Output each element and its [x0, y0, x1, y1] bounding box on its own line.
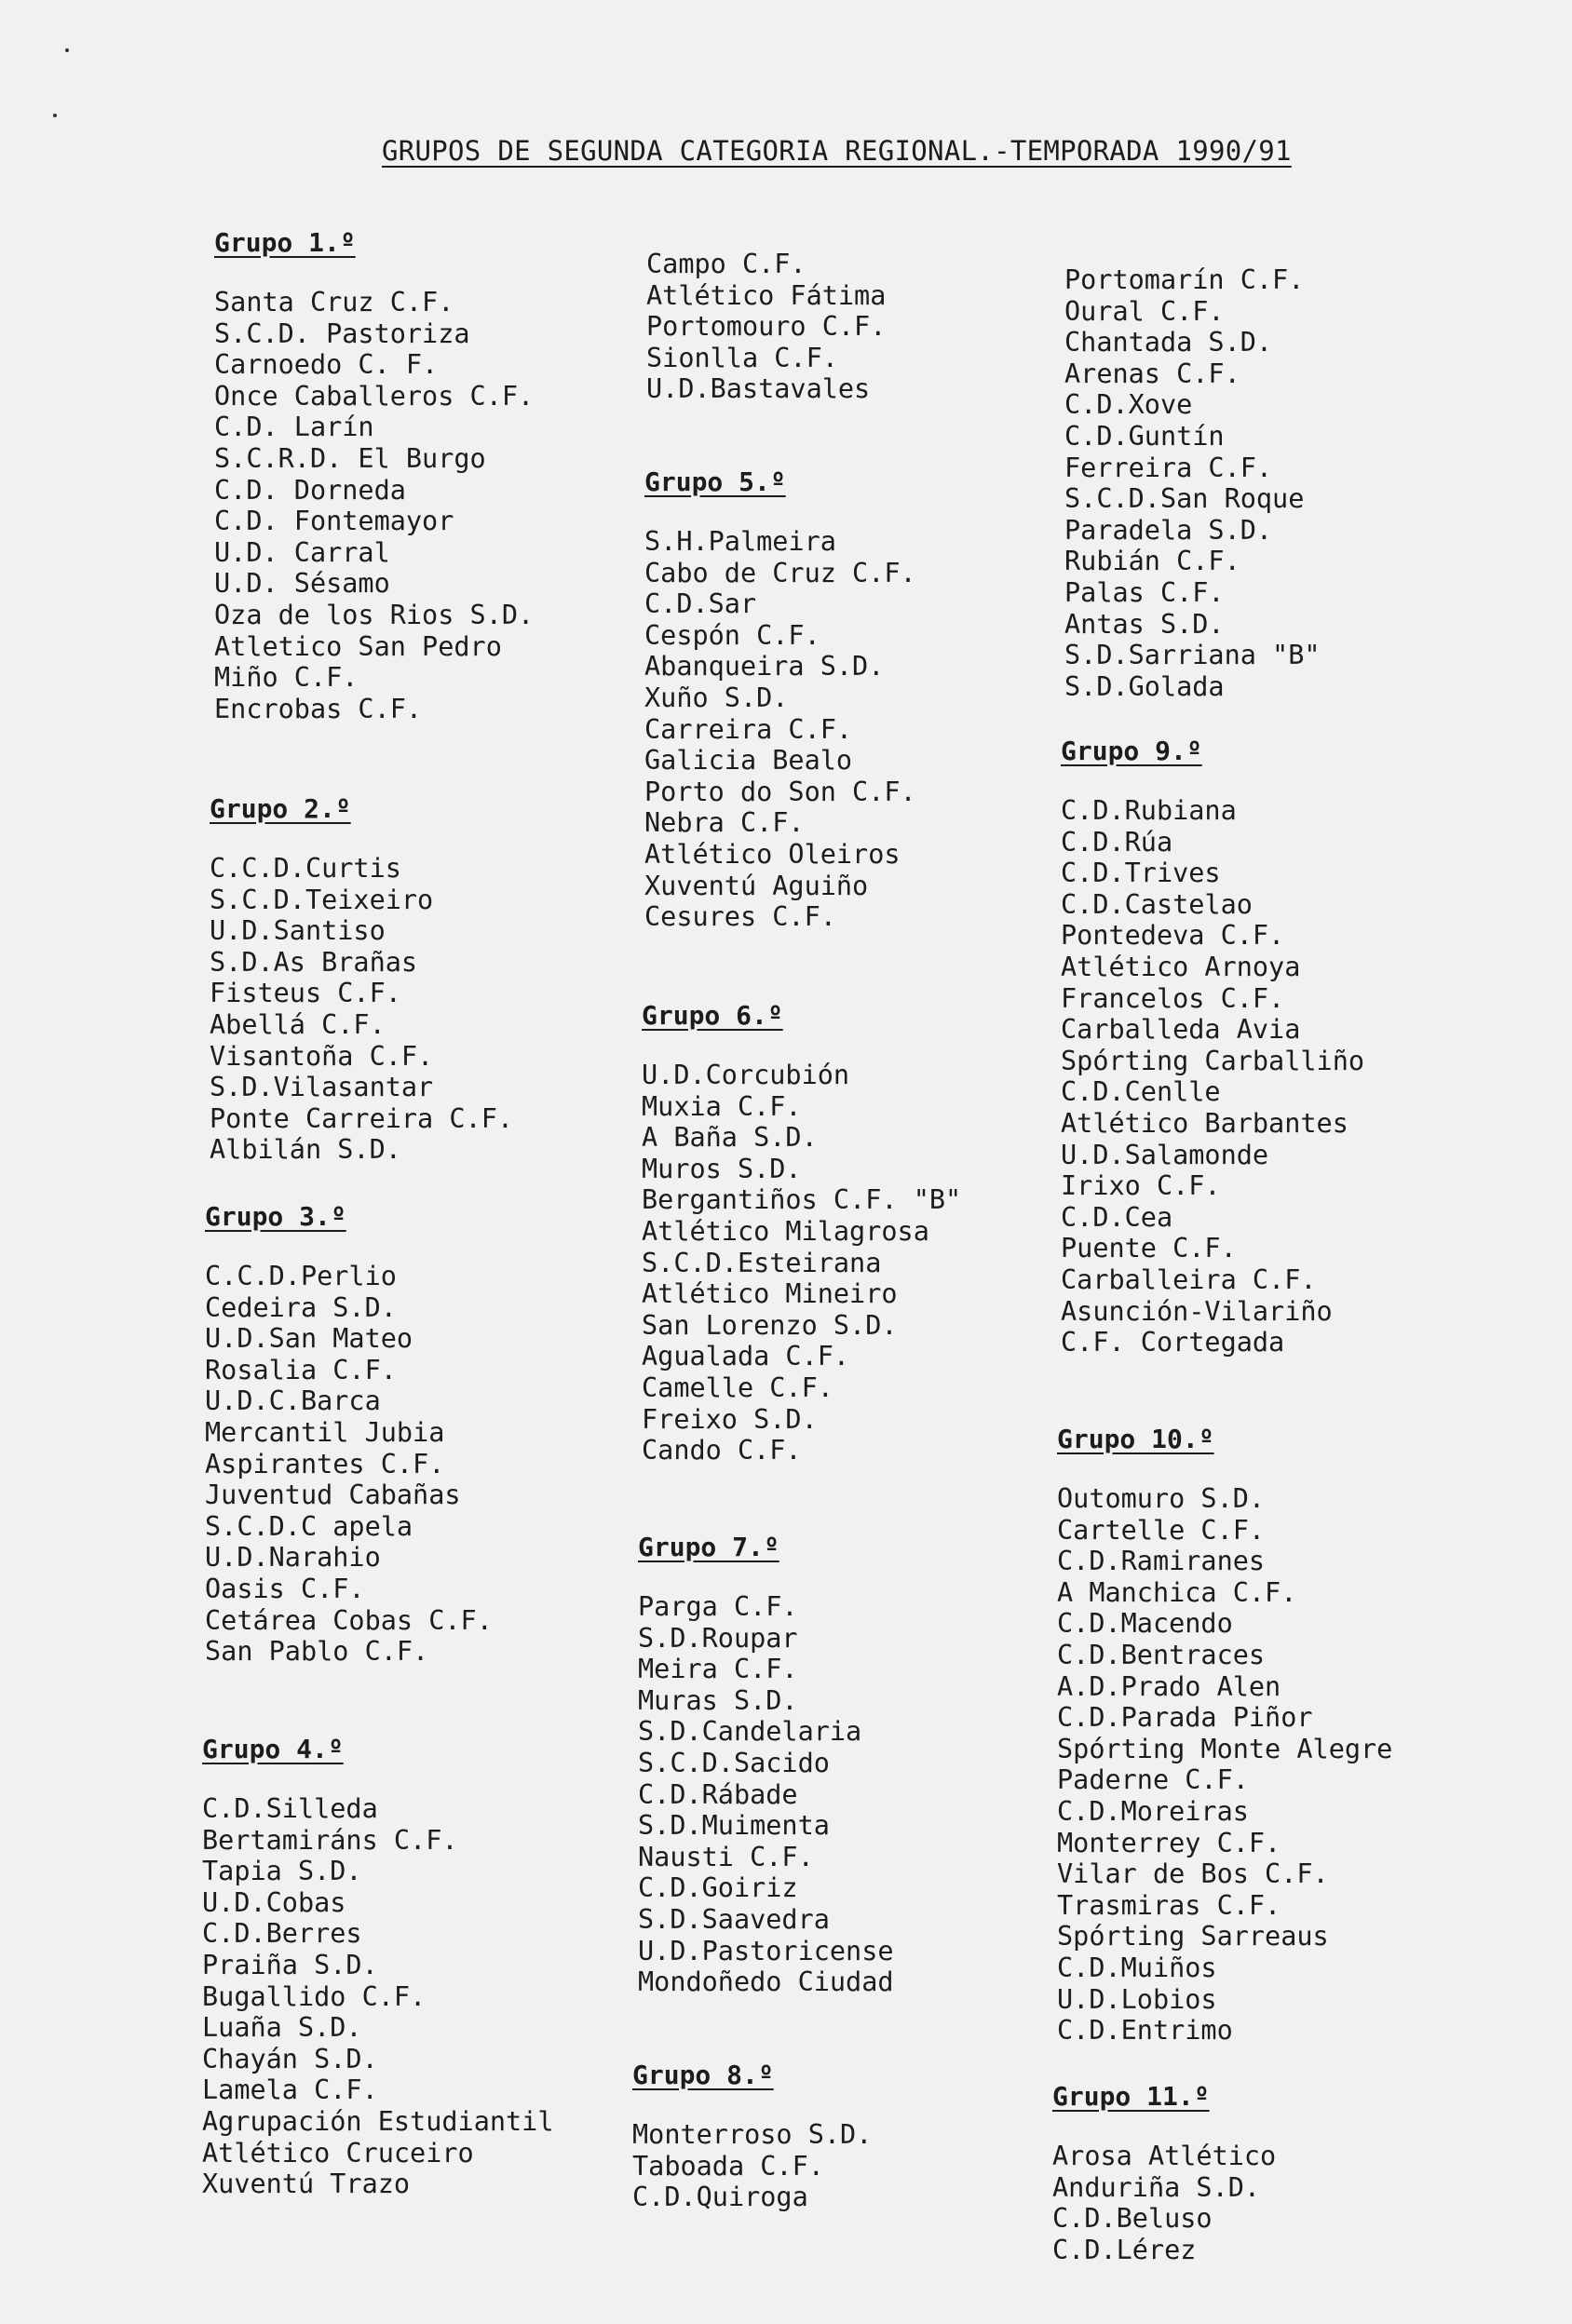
team-list: [210, 853, 513, 1166]
group-title: Grupo 8.º: [632, 2060, 774, 2090]
team-name: S.D.As Brañas: [210, 946, 418, 978]
team-list: [638, 1591, 894, 1998]
team-name: Praiña S.D.: [202, 1949, 378, 1980]
group-title: Grupo 3.º: [205, 1201, 346, 1232]
team-name: Asunción-Vilariño: [1061, 1295, 1333, 1327]
team-name: Atlético Mineiro: [642, 1278, 898, 1310]
team-name: Xuventú Trazo: [202, 2169, 411, 2200]
team-name: Freixo S.D.: [642, 1403, 818, 1435]
group-title: Grupo 10.º: [1057, 1424, 1214, 1454]
team-name: Abellá C.F.: [210, 1008, 386, 1040]
team-name: U.D.Narahio: [205, 1542, 381, 1574]
team-name: Anduriña S.D.: [1052, 2171, 1261, 2203]
team-name: C.D.Berres: [202, 1918, 362, 1950]
team-name: Mondoñedo Ciudad: [638, 1966, 894, 1998]
team-name: U.D.Cobas: [202, 1886, 346, 1918]
team-name: Carballeda Avia: [1061, 1014, 1301, 1046]
team-name: U.D. Sésamo: [214, 568, 390, 600]
team-name: S.D.Candelaria: [638, 1716, 862, 1748]
team-name: Cesures C.F.: [644, 901, 836, 933]
team-name: S.C.D.San Roque: [1064, 483, 1305, 515]
team-name: Trasmiras C.F.: [1057, 1889, 1281, 1921]
team-name: Porto do Son C.F.: [644, 776, 916, 807]
team-name: C.D. Fontemayor: [214, 506, 454, 537]
group-title: Grupo 6.º: [642, 1000, 783, 1031]
team-name: C.D.Quiroga: [632, 2182, 808, 2213]
team-name: C.D.Sar: [644, 588, 757, 620]
team-name: Monterroso S.D.: [632, 2119, 873, 2150]
team-name: Arosa Atlético: [1052, 2141, 1277, 2171]
scan-speck: [65, 48, 69, 52]
team-name: Vilar de Bos C.F.: [1057, 1858, 1329, 1890]
team-name: Pontedeva C.F.: [1061, 920, 1285, 952]
team-name: U.D.Salamonde: [1061, 1139, 1269, 1170]
team-name: Albilán S.D.: [210, 1134, 401, 1166]
team-name: Ponte Carreira C.F.: [210, 1102, 514, 1134]
team-name: Rubián C.F.: [1064, 546, 1240, 577]
team-name: Francelos C.F.: [1061, 982, 1285, 1014]
team-name: A Baña S.D.: [642, 1122, 818, 1154]
team-name: C.D. Dorneda: [214, 474, 406, 506]
team-name: Agualada C.F.: [642, 1341, 850, 1372]
team-name: Portomouro C.F.: [646, 311, 887, 343]
team-name: Cando C.F.: [642, 1435, 802, 1466]
team-name: Muros S.D.: [642, 1153, 802, 1184]
team-name: U.D.Santiso: [210, 915, 386, 947]
team-name: Cabo de Cruz C.F.: [644, 557, 916, 588]
team-name: Irixo C.F.: [1061, 1170, 1221, 1202]
group-7: [638, 1532, 894, 1998]
team-name: U.D.San Mateo: [205, 1323, 413, 1355]
team-name: Nausti C.F.: [638, 1841, 814, 1872]
team-name: Puente C.F.: [1061, 1233, 1237, 1264]
team-name: Palas C.F.: [1064, 576, 1225, 608]
team-name: C.D.Moreiras: [1057, 1795, 1249, 1827]
team-name: Xuventú Aguiño: [644, 870, 869, 901]
team-name: Santa Cruz C.F.: [214, 287, 454, 318]
team-name: Once Caballeros C.F.: [214, 380, 535, 412]
team-name: S.D.Muimenta: [638, 1810, 830, 1842]
team-name: Chantada S.D.: [1064, 327, 1273, 358]
team-name: Bertamiráns C.F.: [202, 1824, 458, 1856]
team-name: S.C.D.C apela: [205, 1510, 413, 1542]
team-name: Carnoedo C. F.: [214, 349, 439, 381]
group-10: [1061, 736, 1364, 1358]
team-name: Cetárea Cobas C.F.: [205, 1604, 493, 1636]
group-8: [632, 2060, 872, 2213]
team-name: S.C.D.Sacido: [638, 1747, 830, 1778]
team-name: Muras S.D.: [638, 1684, 798, 1716]
team-name: C.D.Rubiana: [1061, 795, 1237, 826]
team-name: Atlético Milagrosa: [642, 1215, 929, 1247]
team-name: Juventud Cabañas: [205, 1480, 461, 1511]
team-name: A Manchica C.F.: [1057, 1576, 1297, 1608]
team-name: C.D.Macendo: [1057, 1608, 1233, 1640]
group-5: [644, 466, 916, 933]
group-continuation: [1064, 264, 1321, 702]
team-name: Arenas C.F.: [1064, 358, 1240, 389]
team-name: U.D.Lobios: [1057, 1983, 1217, 2015]
team-name: Parga C.F.: [638, 1591, 798, 1622]
team-name: Oza de los Rios S.D.: [214, 599, 535, 630]
team-name: U.D. Carral: [214, 536, 390, 568]
team-name: Chayán S.D.: [202, 2043, 378, 2074]
team-name: Outomuro S.D.: [1057, 1483, 1266, 1514]
team-name: U.D.Bastavales: [646, 373, 871, 405]
team-name: C.D.Lérez: [1052, 2234, 1197, 2265]
team-name: Spórting Sarreaus: [1057, 1921, 1329, 1952]
group-title: Grupo 5.º: [644, 466, 786, 497]
team-name: Bergantiños C.F. "B": [642, 1184, 962, 1216]
team-name: S.D.Golada: [1064, 670, 1225, 702]
team-name: C.D.Xove: [1064, 389, 1193, 421]
team-list: [1057, 1483, 1392, 2047]
team-name: S.C.R.D. El Burgo: [214, 442, 486, 474]
team-name: C.D.Castelao: [1061, 888, 1253, 920]
team-name: Carballeira C.F.: [1061, 1263, 1317, 1295]
team-name: S.H.Palmeira: [644, 526, 836, 557]
team-name: San Lorenzo S.D.: [642, 1309, 898, 1341]
team-name: Ferreira C.F.: [1064, 452, 1273, 483]
team-name: Cespón C.F.: [644, 619, 820, 651]
team-name: Abanqueira S.D.: [644, 651, 885, 682]
team-name: Encrobas C.F.: [214, 693, 423, 724]
team-list: [644, 526, 916, 933]
team-list: [642, 1060, 961, 1466]
team-name: Visantoña C.F.: [210, 1040, 434, 1072]
group-title: Grupo 2.º: [210, 793, 351, 824]
team-list: [1064, 264, 1321, 702]
team-list: [214, 287, 534, 724]
team-name: S.D.Roupar: [638, 1622, 798, 1654]
team-name: Monterrey C.F.: [1057, 1827, 1281, 1858]
team-name: C.D.Parada Piñor: [1057, 1702, 1313, 1734]
team-name: Mercantil Jubia: [205, 1416, 445, 1448]
team-name: Miño C.F.: [214, 662, 359, 694]
team-name: C.D.Cenlle: [1061, 1076, 1221, 1108]
team-name: C.D.Rúa: [1061, 826, 1173, 858]
team-name: C.D.Guntín: [1064, 420, 1225, 452]
group-title: Grupo 9.º: [1061, 736, 1202, 766]
group-title: Grupo 4.º: [202, 1734, 344, 1764]
team-list: [1061, 795, 1364, 1358]
team-list: [202, 1793, 554, 2200]
group-title: Grupo 11.º: [1052, 2081, 1210, 2112]
team-name: C.D.Cea: [1061, 1201, 1173, 1233]
team-name: C.D.Silleda: [202, 1793, 378, 1824]
team-name: Galicia Bealo: [644, 745, 853, 777]
team-name: S.D.Vilasantar: [210, 1072, 434, 1103]
team-name: Oasis C.F.: [205, 1573, 365, 1604]
team-name: Bugallido C.F.: [202, 1980, 427, 2012]
team-name: Oural C.F.: [1064, 295, 1225, 327]
team-name: C.D.Rábade: [638, 1778, 798, 1810]
team-name: C.C.D.Curtis: [210, 853, 401, 884]
team-list: [646, 249, 886, 405]
team-name: San Pablo C.F.: [205, 1636, 429, 1668]
team-name: Taboada C.F.: [632, 2150, 824, 2182]
team-name: Tapia S.D.: [202, 1856, 362, 1887]
group-3: [202, 1734, 554, 2200]
group-title: Grupo 7.º: [638, 1532, 779, 1562]
team-name: Spórting Carballiño: [1061, 1045, 1365, 1076]
team-name: Cedeira S.D.: [205, 1291, 397, 1323]
team-name: Atlético Barbantes: [1061, 1107, 1348, 1139]
group-12: [1052, 2081, 1276, 2265]
team-name: Nebra C.F.: [644, 807, 805, 839]
team-name: C.D.Beluso: [1052, 2203, 1213, 2235]
team-name: C.D.Trives: [1061, 858, 1221, 889]
team-name: C.F. Cortegada: [1061, 1327, 1285, 1358]
team-name: U.D.C.Barca: [205, 1385, 381, 1417]
team-name: C.C.D.Perlio: [205, 1261, 397, 1291]
team-list: [1052, 2141, 1276, 2265]
team-name: U.D.Pastoricense: [638, 1935, 894, 1966]
group-1: [210, 793, 513, 1166]
team-name: U.D.Corcubión: [642, 1060, 850, 1090]
team-name: Portomarín C.F.: [1064, 264, 1305, 295]
team-name: Camelle C.F.: [642, 1371, 833, 1403]
team-name: Carreira C.F.: [644, 713, 853, 745]
team-name: C.D.Bentraces: [1057, 1639, 1266, 1670]
group-title: Grupo 1.º: [214, 227, 356, 258]
team-name: Luaña S.D.: [202, 2012, 362, 2044]
team-name: Paradela S.D.: [1064, 514, 1273, 546]
team-name: Campo C.F.: [646, 249, 806, 279]
team-list: [632, 2119, 872, 2213]
group-0: [214, 227, 534, 724]
team-name: Atletico San Pedro: [214, 630, 502, 662]
team-name: C.D. Larín: [214, 412, 374, 443]
team-name: Paderne C.F.: [1057, 1764, 1249, 1796]
document-title: GRUPOS DE SEGUNDA CATEGORIA REGIONAL.-TEMPORADA 1990/91: [382, 135, 1292, 167]
team-name: S.D.Saavedra: [638, 1903, 830, 1935]
team-name: A.D.Prado Alen: [1057, 1670, 1281, 1702]
group-2: [205, 1201, 493, 1668]
team-name: C.D.Entrimo: [1057, 2015, 1233, 2047]
team-name: C.D.Goiriz: [638, 1872, 798, 1904]
team-name: S.C.D.Teixeiro: [210, 884, 434, 915]
group-6: [642, 1000, 961, 1466]
scan-speck: [53, 114, 57, 117]
team-name: Atlético Fátima: [646, 279, 887, 311]
team-name: Agrupación Estudiantil: [202, 2105, 554, 2137]
team-name: Xuño S.D.: [644, 682, 789, 713]
group-continuation: [646, 249, 886, 405]
team-name: Sionlla C.F.: [646, 342, 838, 373]
team-name: C.D.Ramiranes: [1057, 1546, 1266, 1577]
team-list: [205, 1261, 493, 1668]
team-name: S.D.Sarriana "B": [1064, 640, 1321, 671]
team-name: Rosalia C.F.: [205, 1354, 397, 1385]
team-name: C.D.Muiños: [1057, 1952, 1217, 1983]
group-11: [1057, 1424, 1392, 2047]
team-name: Aspirantes C.F.: [205, 1448, 445, 1480]
team-name: Muxia C.F.: [642, 1090, 802, 1122]
team-name: Atlético Oleiros: [644, 838, 901, 870]
team-name: Fisteus C.F.: [210, 978, 401, 1009]
team-name: Antas S.D.: [1064, 608, 1225, 640]
team-name: Meira C.F.: [638, 1654, 798, 1685]
team-name: Atlético Arnoya: [1061, 951, 1301, 982]
team-name: Lamela C.F.: [202, 2074, 378, 2106]
team-name: Spórting Monte Alegre: [1057, 1733, 1393, 1764]
team-name: S.C.D. Pastoriza: [214, 318, 470, 349]
team-name: S.C.D.Esteirana: [642, 1247, 882, 1278]
team-name: Cartelle C.F.: [1057, 1514, 1266, 1546]
team-name: Atlético Cruceiro: [202, 2137, 474, 2169]
